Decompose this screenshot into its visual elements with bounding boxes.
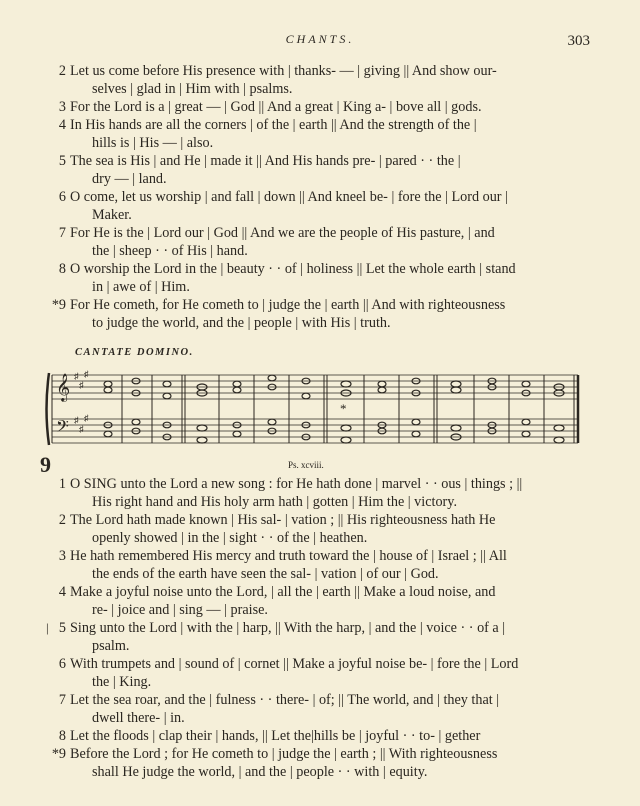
verse-line: He hath remembered His mercy and truth toward the | house of | Israel ; || All: [70, 548, 507, 564]
verse-number: 8: [58, 261, 66, 277]
verse-line: shall He judge the world, | and the | people · · with | equity.: [92, 764, 428, 780]
verse-line: For the Lord is a | great — | God || And a great | King a- | bove all | gods.: [70, 99, 482, 115]
bass-clef-icon: 𝄢: [56, 418, 69, 440]
verse-line: For He cometh, for He cometh to | judge the | earth || And with righteousness: [70, 297, 506, 313]
page-number: 303: [567, 33, 590, 49]
verse-5: [0, 619, 640, 655]
verse-line: the | King.: [92, 674, 152, 690]
chant-score: [44, 365, 584, 449]
psalm-98-verses: [0, 475, 640, 781]
psalm-reference: Ps. xcviii.: [288, 460, 324, 470]
psalm-number: 9: [40, 452, 51, 477]
verse-7: [0, 691, 640, 727]
verse-line: O come, let us worship | and fall | down || And kneel be- | fore the | Lord our |: [70, 189, 508, 205]
verse-7: [0, 224, 640, 260]
verse-number: 1: [58, 476, 66, 492]
verse-5: [0, 152, 640, 188]
margin-marker: |: [46, 620, 49, 635]
verse-line: psalm.: [92, 638, 130, 654]
verse-line: dry — | land.: [92, 171, 167, 187]
verse-4: [0, 116, 640, 152]
psalm-95-verses: [0, 62, 640, 332]
svg-text:♯: ♯: [79, 424, 84, 434]
verse-line: O worship the Lord in the | beauty · · of | holiness || Let the whole earth | stand: [70, 261, 516, 277]
brace: [47, 373, 50, 445]
verse-line: O SING unto the Lord a new song : for He hath done | marvel · · ous | things ; ||: [70, 476, 523, 492]
verse-number: 7: [58, 225, 66, 241]
barlines: [122, 375, 578, 443]
svg-text:♯: ♯: [84, 369, 89, 379]
verse-line: in | awe of | Him.: [92, 279, 190, 295]
verse-line: to judge the world, and the | people | with His | truth.: [92, 315, 391, 331]
svg-text:♯: ♯: [74, 371, 79, 381]
verse-line: Let the floods | clap their | hands, || Let the|hills be | joyful · · to- | gether: [70, 728, 481, 744]
verse-number: 5: [58, 620, 66, 636]
verse-6: [0, 188, 640, 224]
verse-line: For He is the | Lord our | God || And we are the people of His pasture, | and: [70, 225, 495, 241]
verse-line: Before the Lord ; for He cometh to | judge the | earth ; || With righteousness: [70, 746, 498, 762]
verse-number: 3: [58, 548, 66, 564]
verse-3: [0, 98, 640, 116]
verse-8: [0, 727, 640, 745]
verse-line: Sing unto the Lord | with the | harp, || With the harp, | and the | voice · · of a |: [70, 620, 506, 636]
verse-2: [0, 511, 640, 547]
verse-2: [0, 62, 640, 98]
verse-line: openly showed | in the | sight · · of the | heathen.: [92, 530, 368, 546]
verse-line: The Lord hath made known | His sal- | vation ; || His righteousness hath He: [70, 512, 496, 528]
verse-number: 5: [58, 153, 66, 169]
verse-number: *9: [51, 746, 66, 762]
music-marker: *: [340, 401, 347, 416]
verse-line: Let us come before His presence with | thanks- — | giving || And show our-: [70, 63, 497, 79]
running-head: CHANTS.: [285, 32, 355, 46]
verse-8: [0, 260, 640, 296]
verse-number: 2: [58, 63, 66, 79]
verse-number: 4: [58, 584, 66, 600]
verse-number: *9: [51, 297, 66, 313]
verse-line: hills is | His — | also.: [92, 135, 214, 151]
verse-9: [0, 296, 640, 332]
svg-text:♯: ♯: [79, 380, 84, 390]
verse-number: 6: [58, 656, 66, 672]
verse-number: 3: [58, 99, 66, 115]
treble-staff: [52, 375, 578, 399]
svg-text:♯: ♯: [74, 415, 79, 425]
verse-number: 8: [58, 728, 66, 744]
chant-title: CANTATE DOMINO.: [75, 347, 194, 358]
verse-line: Let the sea roar, and the | fulness · · there- | of; || The world, and | they that |: [70, 692, 500, 708]
verse-number: 6: [58, 189, 66, 205]
verse-number: 2: [58, 512, 66, 528]
verse-line: the ends of the earth have seen the sal- | vation | of our | God.: [92, 566, 439, 582]
verse-1: [0, 475, 640, 511]
verse-line: With trumpets and | sound of | cornet || Make a joyful noise be- | fore the | Lord: [70, 656, 519, 672]
verse-line: His right hand and His holy arm hath | gotten | Him the | victory.: [92, 494, 457, 510]
verse-line: selves | glad in | Him with | psalms.: [92, 81, 293, 97]
bass-staff: [52, 419, 578, 443]
verse-6: [0, 655, 640, 691]
notes: [104, 375, 564, 443]
verse-number: 7: [58, 692, 66, 708]
treble-clef-icon: 𝄞: [56, 375, 71, 401]
verse-number: 4: [58, 117, 66, 133]
verse-line: dwell there- | in.: [92, 710, 185, 726]
verse-line: Make a joyful noise unto the Lord, | all the | earth || Make a loud noise, and: [70, 584, 496, 600]
verse-line: Maker.: [92, 207, 132, 223]
verse-line: The sea is His | and He | made it || And His hands pre- | pared · · the |: [70, 153, 461, 169]
verse-4: [0, 583, 640, 619]
verse-line: the | sheep · · of His | hand.: [92, 243, 248, 259]
verse-3: [0, 547, 640, 583]
verse-line: In His hands are all the corners | of the | earth || And the strength of the |: [70, 117, 477, 133]
svg-text:♯: ♯: [84, 413, 89, 423]
key-signature: [74, 369, 89, 434]
verse-line: re- | joice and | sing — | praise.: [92, 602, 268, 618]
verse-9: [0, 745, 640, 781]
